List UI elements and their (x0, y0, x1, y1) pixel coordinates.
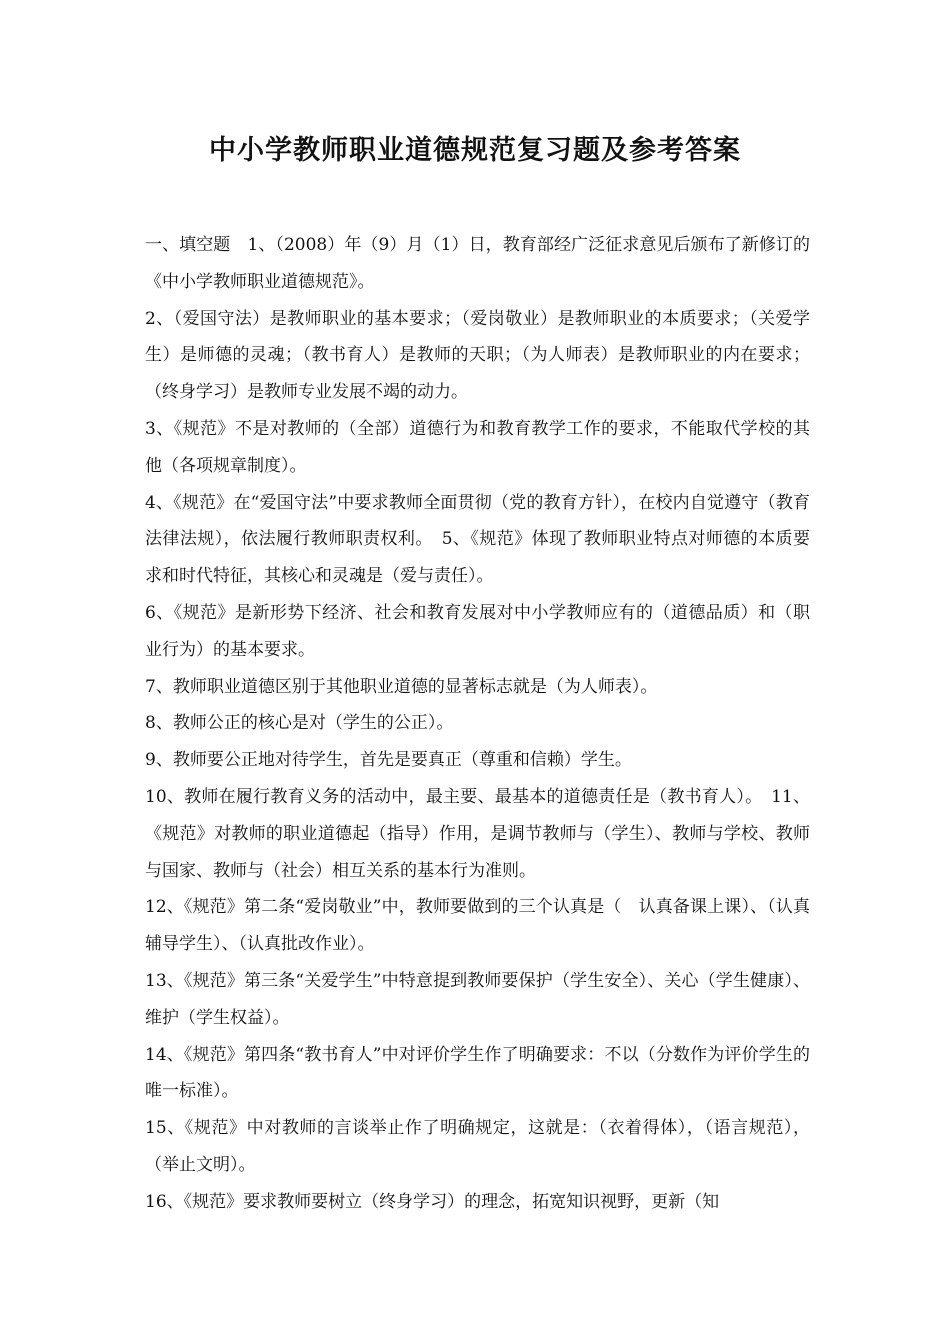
paragraph: 16、《规范》要求教师要树立（终身学习）的理念，拓宽知识视野，更新（知 (145, 1191, 720, 1212)
paragraph: 14、《规范》第四条“教书育人”中对评价学生作了明确要求：不以（分数作为评价学生的唯一标准）。 (145, 1044, 810, 1102)
paragraph: 15、《规范》中对教师的言谈举止作了明确规定，这就是：（衣着得体），（语言规范），（举止文明）。 (145, 1118, 810, 1175)
paragraph: 10、教师在履行教育义务的活动中，最主要、最基本的道德责任是（教书育人）。 11、《规范》对教师的职业道德起（指导）作用，是调节教师与（学生）、教师与学校、教师与国家、教师与（社会）相互关系的基本行为准则。 (145, 786, 810, 881)
paragraph: 7、教师职业道德区别于其他职业道德的显著标志就是（为人师表）。 (145, 676, 658, 697)
paragraph: 2、（爱国守法）是教师职业的基本要求；（爱岗敬业）是教师职业的本质要求；（关爱学生）是师德的灵魂；（教书育人）是教师的天职；（为人师表）是教师职业的内在要求；（终身学习）是教师专业发展不竭的动力。 (145, 308, 810, 403)
document-body (145, 227, 810, 1221)
paragraph: 12、《规范》第二条“爱岗敬业”中，教师要做到的三个认真是（ 认真备课上课）、（认真辅导学生）、（认真批改作业）。 (145, 897, 810, 955)
paragraph: 13、《规范》第三条“关爱学生”中特意提到教师要保护（学生安全）、关心（学生健康）、维护（学生权益）。 (145, 970, 810, 1028)
paragraph: 6、《规范》是新形势下经济、社会和教育发展对中小学教师应有的（道德品质）和（职业行为）的基本要求。 (145, 602, 810, 660)
paragraph: 一、填空题 1、（2008）年（9）月（1）日，教育部经广泛征求意见后颁布了新修订的《中小学教师职业道德规范》。 (145, 235, 810, 292)
document-title: 中小学教师职业道德规范复习题及参考答案 (209, 135, 741, 166)
paragraph: 3、《规范》不是对教师的（全部）道德行为和教育教学工作的要求，不能取代学校的其他（各项规章制度）。 (145, 418, 810, 476)
paragraph: 4、《规范》在“爱国守法”中要求教师全面贯彻（党的教育方针），在校内自觉遵守（教育法律法规），依法履行教师职责权利。 5、《规范》体现了教师职业特点对师德的本质要求和时代特征，其核心和灵魂是（爱与责任）。 (145, 492, 810, 587)
paragraph: 8、教师公正的核心是对（学生的公正）。 (145, 713, 454, 734)
paragraph: 9、教师要公正地对待学生，首先是要真正（尊重和信赖）学生。 (145, 750, 632, 771)
